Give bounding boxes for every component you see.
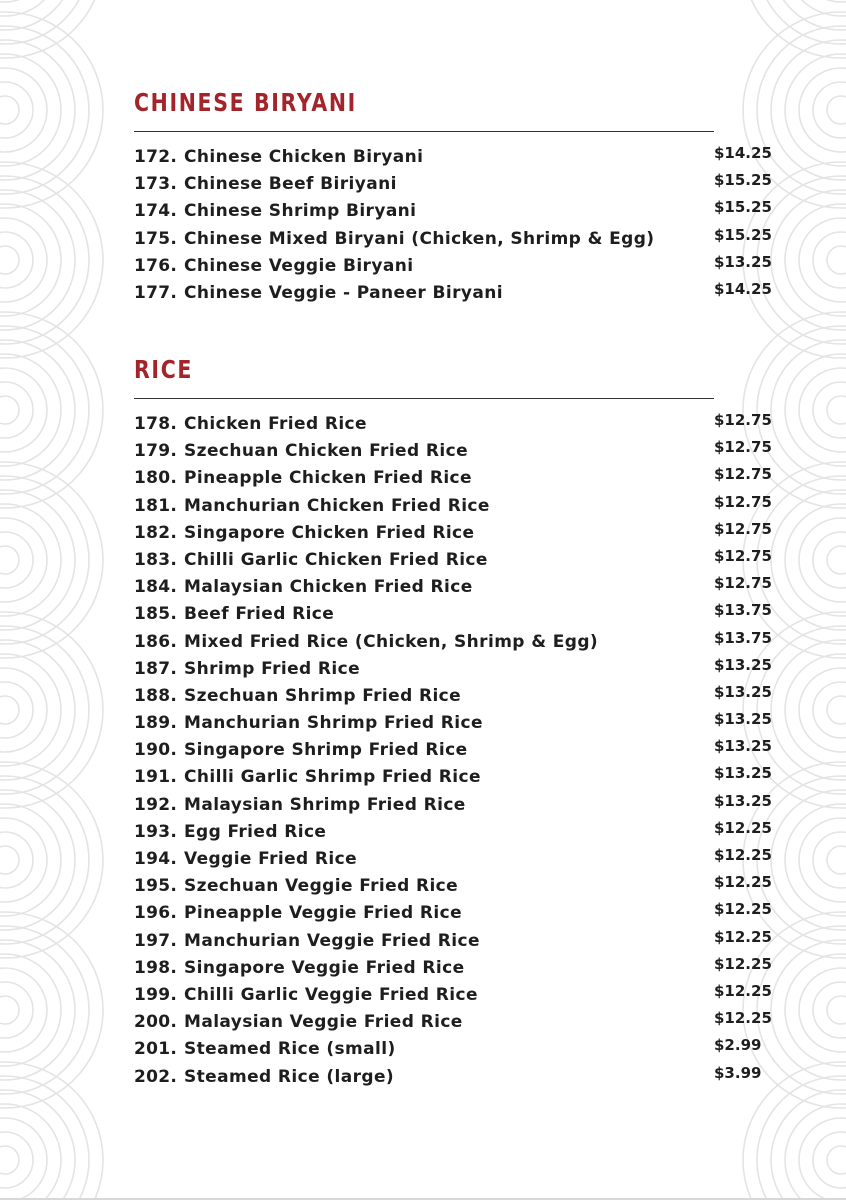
menu-item [134, 927, 774, 958]
menu-item-price: $13.25 [714, 252, 772, 271]
menu-item-name: Pineapple Veggie Fried Rice [184, 903, 463, 924]
menu-item-name: Malaysian Veggie Fried Rice [184, 1012, 463, 1033]
menu-item-price: $14.25 [714, 279, 772, 298]
menu-item-price: $3.99 [714, 1063, 762, 1082]
menu-item-name: Chilli Garlic Shrimp Fried Rice [184, 767, 481, 788]
menu-item-name: Chicken Fried Rice [184, 414, 367, 434]
menu-item-name: Szechuan Shrimp Fried Rice [184, 685, 462, 706]
menu-item-price: $13.75 [714, 601, 772, 620]
menu-item-number: 191. [134, 767, 178, 788]
menu-item-number: 199. [134, 984, 178, 1005]
section-divider [134, 398, 714, 399]
menu-item-name: Chinese Chicken Biryani [184, 147, 424, 167]
menu-item-price: $13.25 [714, 764, 772, 783]
menu-item-number: 180. [134, 468, 178, 489]
menu-item-name: Chilli Garlic Chicken Fried Rice [184, 549, 488, 570]
menu-item-price: $12.25 [714, 873, 772, 892]
menu-item-price: $12.25 [714, 981, 772, 1000]
menu-item-name: Manchurian Shrimp Fried Rice [184, 713, 483, 734]
menu-item-price: $12.25 [714, 1009, 772, 1028]
menu-item-number: 179. [134, 441, 178, 462]
menu-item-price: $12.75 [714, 411, 772, 429]
menu-item-number: 183. [134, 549, 178, 570]
menu-item-number: 190. [134, 740, 178, 761]
menu-item-name: Mixed Fried Rice (Chicken, Shrimp & Egg) [184, 631, 599, 652]
menu-item-number: 173. [134, 174, 178, 195]
menu-item-name: Shrimp Fried Rice [184, 658, 361, 679]
menu-item-price: $2.99 [714, 1036, 762, 1055]
menu-item-price: $15.25 [714, 171, 772, 190]
menu-list-rice [134, 411, 774, 1094]
menu-item [134, 601, 774, 631]
menu-item-price: $15.25 [714, 225, 772, 244]
menu-item [134, 198, 774, 228]
menu-item-price: $12.25 [714, 846, 772, 864]
menu-item [134, 628, 774, 659]
menu-item-number: 184. [134, 577, 178, 598]
menu-item [134, 954, 774, 985]
menu-item [134, 764, 774, 794]
menu-item-number: 188. [134, 685, 178, 706]
menu-item-number: 177. [134, 282, 178, 303]
menu-item-number: 200. [134, 1012, 178, 1033]
menu-item-price: $13.25 [714, 791, 772, 810]
menu-item-price: $12.75 [714, 546, 772, 565]
section-divider [134, 131, 714, 132]
menu-item [134, 1063, 774, 1094]
menu-item [134, 1009, 774, 1039]
menu-item-number: 174. [134, 201, 178, 222]
menu-item-name: Chinese Shrimp Biryani [184, 201, 417, 222]
menu-item-price: $12.75 [714, 465, 772, 484]
menu-item-name: Singapore Chicken Fried Rice [184, 522, 475, 543]
menu-item-number: 201. [134, 1039, 178, 1060]
menu-item-number: 198. [134, 957, 178, 978]
menu-item-price: $12.75 [714, 492, 772, 511]
menu-item [134, 546, 774, 577]
menu-item [134, 225, 774, 256]
menu-item-name: Singapore Shrimp Fried Rice [184, 740, 468, 761]
menu-item-name: Manchurian Veggie Fried Rice [184, 930, 480, 951]
menu-item-name: Chilli Garlic Veggie Fried Rice [184, 984, 478, 1005]
menu-item-number: 194. [134, 849, 178, 869]
menu-item-name: Manchurian Chicken Fried Rice [184, 495, 490, 516]
menu-item-price: $14.25 [714, 144, 772, 162]
menu-item-price: $15.25 [714, 198, 772, 217]
menu-item [134, 900, 774, 930]
menu-item [134, 438, 774, 468]
menu-item-number: 187. [134, 658, 178, 679]
menu-item-number: 178. [134, 414, 178, 434]
menu-item-number: 182. [134, 522, 178, 543]
menu-item-name: Chinese Mixed Biryani (Chicken, Shrimp & Egg) [184, 228, 655, 249]
menu-item-number: 202. [134, 1066, 178, 1087]
menu-item-price: $13.25 [714, 737, 772, 756]
menu-list-chinese-biryani [134, 144, 774, 310]
menu-item-name: Malaysian Chicken Fried Rice [184, 577, 473, 598]
menu-item [134, 492, 774, 523]
menu-item-number: 175. [134, 228, 178, 249]
menu-item [134, 737, 774, 767]
menu-item-name: Chinese Veggie - Paneer Biryani [184, 282, 503, 303]
menu-item-name: Beef Fried Rice [184, 604, 335, 625]
menu-item-name: Steamed Rice (small) [184, 1039, 396, 1060]
menu-item-name: Szechuan Chicken Fried Rice [184, 441, 469, 462]
menu-item [134, 171, 774, 201]
menu-item [134, 1036, 774, 1066]
menu-item [134, 144, 774, 174]
menu-item-number: 195. [134, 876, 178, 897]
menu-item-price: $12.25 [714, 900, 772, 919]
section-title-chinese-biryani: CHINESE BIRYANI [134, 88, 357, 117]
menu-item-price: $12.75 [714, 519, 772, 538]
menu-item-number: 176. [134, 255, 178, 276]
menu-item-price: $12.75 [714, 438, 772, 457]
menu-item-name: Chinese Veggie Biryani [184, 255, 414, 276]
menu-item-name: Chinese Beef Biriyani [184, 174, 397, 195]
section-title-rice: RICE [134, 355, 194, 384]
menu-item-name: Szechuan Veggie Fried Rice [184, 876, 459, 897]
menu-item-number: 185. [134, 604, 178, 625]
menu-item [134, 818, 774, 849]
menu-item [134, 279, 774, 310]
menu-item-price: $13.75 [714, 628, 772, 647]
menu-item-name: Egg Fried Rice [184, 821, 327, 842]
menu-item-number: 181. [134, 495, 178, 516]
menu-item-number: 189. [134, 713, 178, 734]
wave-pattern-left [0, 0, 110, 1200]
menu-item-name: Veggie Fried Rice [184, 849, 358, 869]
menu-item-name: Malaysian Shrimp Fried Rice [184, 794, 466, 815]
menu-item-price: $12.25 [714, 927, 772, 946]
menu-item [134, 574, 774, 604]
menu-item-price: $13.25 [714, 682, 772, 701]
menu-item-number: 193. [134, 821, 178, 842]
menu-item [134, 873, 774, 903]
menu-item [134, 411, 774, 441]
menu-item-number: 197. [134, 930, 178, 951]
menu-item [134, 846, 774, 876]
menu-item [134, 519, 774, 550]
menu-item [134, 710, 774, 740]
menu-item-number: 192. [134, 794, 178, 815]
menu-item-number: 196. [134, 903, 178, 924]
menu-item-name: Pineapple Chicken Fried Rice [184, 468, 472, 489]
menu-item-price: $12.25 [714, 954, 772, 973]
menu-item-price: $12.75 [714, 574, 772, 593]
menu-item [134, 682, 774, 713]
menu-item-number: 186. [134, 631, 178, 652]
menu-item-price: $13.25 [714, 710, 772, 729]
menu-item-name: Steamed Rice (large) [184, 1066, 395, 1087]
menu-item-price: $12.25 [714, 818, 772, 837]
menu-item-price: $13.25 [714, 655, 772, 674]
menu-item [134, 981, 774, 1012]
menu-item-name: Singapore Veggie Fried Rice [184, 957, 465, 978]
menu-item-number: 172. [134, 147, 178, 167]
menu-item [134, 252, 774, 283]
menu-item [134, 465, 774, 495]
menu-item [134, 655, 774, 686]
menu-item [134, 791, 774, 822]
